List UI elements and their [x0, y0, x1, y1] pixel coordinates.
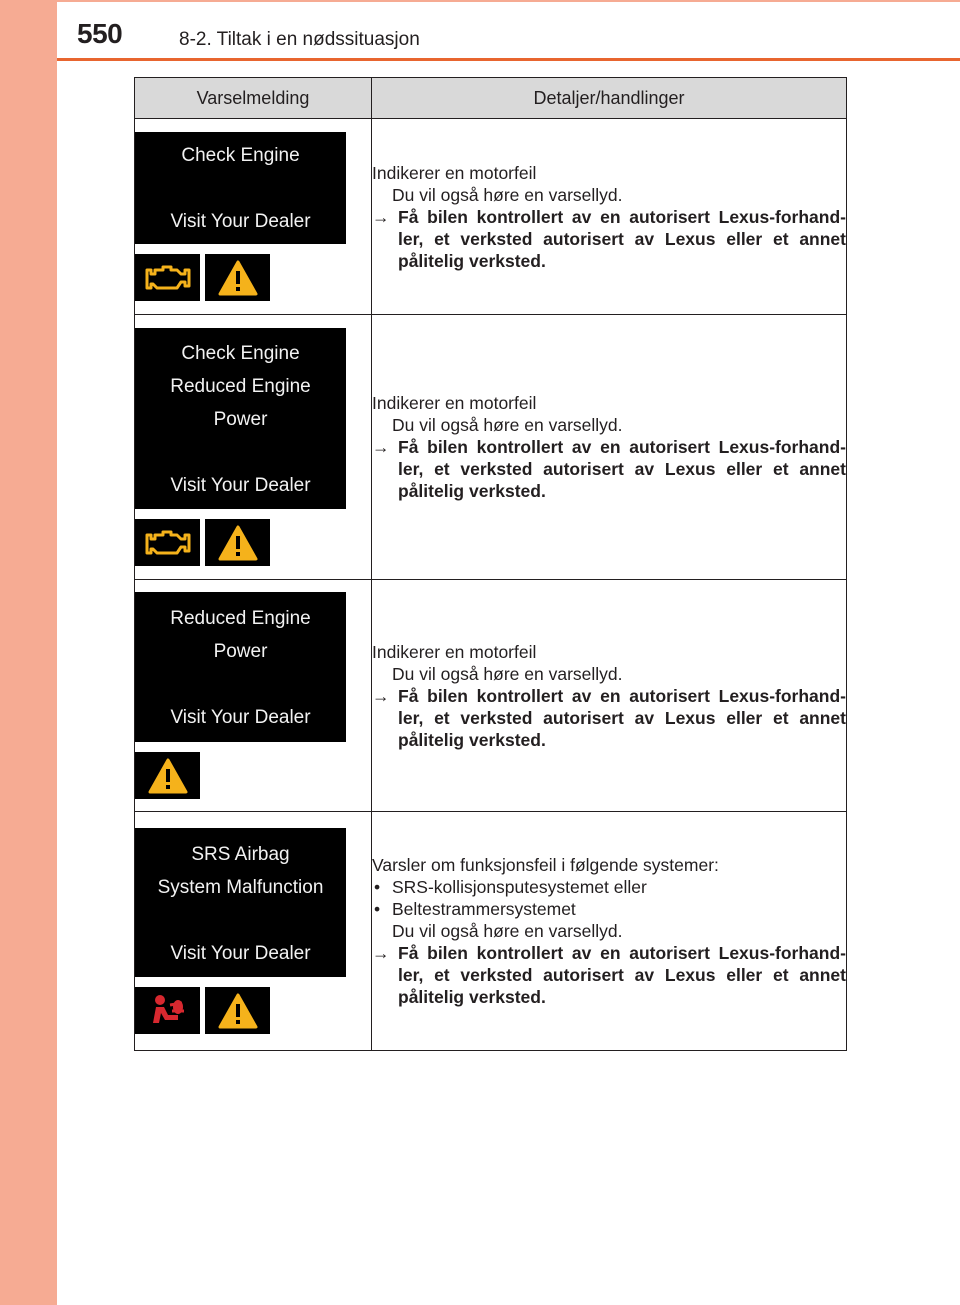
screen-line: Visit Your Dealer: [170, 707, 311, 728]
details-action: [372, 436, 846, 502]
message-image-cell: [135, 315, 372, 580]
page-number: 550: [77, 18, 123, 49]
screen-line: Check Engine: [181, 343, 300, 364]
screen-line: Visit Your Dealer: [170, 475, 311, 496]
bullet-text: Beltestrammersystemet: [392, 899, 576, 919]
display-screen: [135, 592, 346, 742]
details-bullet: • SRS-kollisjonsputesystemet eller: [374, 877, 647, 897]
details-intro: Indikerer en motorfeil: [372, 641, 537, 662]
warning-icon: [205, 519, 270, 566]
indicator-icons: [135, 254, 371, 301]
arrow-symbol: →: [372, 437, 390, 457]
indicator-icons: [135, 987, 371, 1034]
display-screen: [135, 132, 346, 244]
screen-line: Reduced Engine: [170, 376, 311, 397]
indicator-icons: [135, 519, 371, 566]
screen-line: Check Engine: [181, 145, 300, 166]
message-image-cell: [135, 580, 372, 812]
details-sound: Du vil også høre en varsellyd.: [392, 921, 623, 941]
action-text: Få bilen kontrollert av en autorisert Lexus-forhand-ler, et verksted autorisert av Lexus eller et annet pålitelig verksted.: [398, 437, 846, 501]
screen-line: Reduced Engine: [170, 608, 311, 629]
details-bullet: • Beltestrammersystemet: [374, 899, 576, 919]
header-rule: [57, 58, 960, 61]
screen-line: Power: [213, 641, 268, 662]
details-cell: [372, 119, 847, 315]
table-header-row: [135, 78, 847, 119]
details-cell: [372, 315, 847, 580]
details-intro: Indikerer en motorfeil: [372, 162, 537, 183]
action-text: Få bilen kontrollert av en autorisert Lexus-forhand-ler, et verksted autorisert av Lexus eller et annet pålitelig verksted.: [398, 685, 846, 750]
details-sound: Du vil også høre en varsellyd.: [392, 415, 623, 435]
warning-table: [134, 77, 847, 1051]
details-action: [372, 206, 846, 272]
action-text: Få bilen kontrollert av en autorisert Lexus-forhand-ler, et verksted autorisert av Lexus eller et annet pålitelig verksted.: [398, 943, 846, 1007]
warning-icon: [205, 987, 270, 1034]
side-band: [0, 0, 57, 1305]
details-sound: Du vil også høre en varsellyd.: [392, 184, 623, 205]
table-row: [135, 812, 847, 1051]
arrow-symbol: →: [372, 206, 390, 227]
screen-line: System Malfunction: [157, 877, 324, 898]
screen-line: Visit Your Dealer: [170, 943, 311, 964]
page-header: [57, 0, 960, 62]
message-image-cell: [135, 812, 372, 1051]
col-header-details: Detaljer/handlinger: [372, 78, 847, 119]
details-action: [372, 685, 846, 751]
engine-icon: [135, 519, 200, 566]
header-top-strip: [57, 0, 960, 2]
warning-icon: [205, 254, 270, 301]
indicator-icons: [135, 752, 371, 799]
message-image-cell: [135, 119, 372, 315]
screen-line: SRS Airbag: [191, 844, 290, 865]
table-row: [135, 119, 847, 315]
action-text: Få bilen kontrollert av en autorisert Lexus-forhand-ler, et verksted autorisert av Lexus eller et annet pålitelig verksted.: [398, 206, 846, 271]
warning-icon: [135, 752, 200, 799]
screen-line: Visit Your Dealer: [170, 211, 311, 232]
display-screen: [135, 328, 346, 509]
details-cell: [372, 580, 847, 812]
table-row: [135, 580, 847, 812]
airbag-icon: [135, 987, 200, 1034]
section-title: 8-2. Tiltak i en nødssituasjon: [179, 29, 420, 50]
details-intro: Indikerer en motorfeil: [372, 393, 537, 413]
col-header-message: Varselmelding: [135, 78, 372, 119]
details-sound: Du vil også høre en varsellyd.: [392, 663, 623, 684]
display-screen: [135, 828, 346, 977]
screen-line: Power: [213, 409, 268, 430]
engine-icon: [135, 254, 200, 301]
details-cell: [372, 812, 847, 1051]
arrow-symbol: →: [372, 685, 390, 706]
arrow-symbol: →: [372, 943, 390, 963]
details-action: [372, 942, 846, 1008]
bullet-text: SRS-kollisjonsputesystemet eller: [392, 877, 647, 897]
table-row: [135, 315, 847, 580]
details-intro: Varsler om funksjonsfeil i følgende systemer:: [372, 855, 719, 875]
